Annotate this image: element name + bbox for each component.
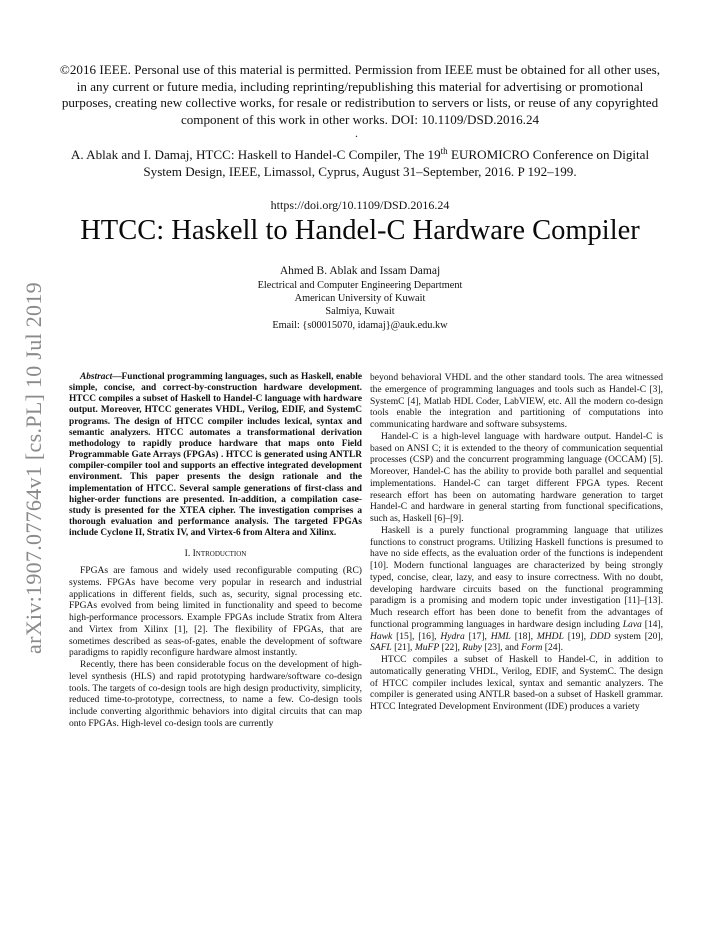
tool-name-hawk: Hawk [370, 630, 393, 642]
haskell-text-f: [19], [563, 630, 590, 642]
haskell-text-j: [23], and [481, 642, 522, 654]
citation-text-end: EUROMICRO Conference on Digital System Design, IEEE, Limassol, Cyprus, August 31–September, 2016. P 192–199. [143, 147, 650, 179]
haskell-text-k: [24]. [542, 642, 564, 654]
abstract-label: Abstract [80, 372, 113, 382]
citation-text-start: A. Ablak and I. Damaj, HTCC: Haskell to Handel-C Compiler, The 19 [70, 147, 441, 162]
tool-name-hml: HML [490, 630, 511, 642]
haskell-text-h: [21], [391, 642, 415, 654]
intro-paragraph-1: FPGAs are famous and widely used reconfigurable computing (RC) systems. FPGAs have become very popular in research and industrial applications in different fields, such as, security, signal processing etc. FPGAs evolved from being limited in functionality and speed to become high-performance processors. Example FPGAs include Stratix from Altera and Virtex from Xilinx [1], [2]. The flexibility of FPGAs, that are sometimes described as seas-of-gates, enable the development of software paradigms to rapidly reconfigure hardware almost instantly. [69, 565, 362, 659]
intro-paragraph-3: beyond behavioral VHDL and the other standard tools. The area witnessed the emergence of programming languages and tools such as Handel-C [3], SystemC [4], Matlab HDL Coder, LabVIEW, etc. All the modern co-design tools enable the integration and partitioning of computations into communicating hardware and software subsystems. [370, 372, 663, 430]
haskell-text-b: [14], [641, 618, 663, 630]
author-email: Email: {s00015070, idamaj}@auk.edu.kw [272, 319, 448, 331]
author-names: Ahmed B. Ablak and Issam Damaj [279, 265, 441, 277]
paper-title: HTCC: Haskell to Handel-C Hardware Compiler [80, 215, 640, 246]
arxiv-identifier: arXiv:1907.07764v1 [cs.PL] 10 Jul 2019 [21, 282, 46, 654]
intro-paragraph-6: HTCC compiles a subset of Haskell to Handel-C, in addition to automatically generating VHDL, Verilog, EDIF, and SystemC. The design of HTCC compiler includes lexical, syntax and semantic analyzers. The compiler is generated using ANTLR based-on a subset of Haskell grammar. HTCC Integrated Development Environment (IDE) produces a variety [370, 654, 663, 712]
right-column [370, 372, 663, 713]
citation-reference [54, 143, 666, 180]
intro-paragraph-5 [370, 525, 663, 654]
tool-name-mhdl: MHDL [536, 630, 564, 642]
section-heading-introduction: I. Introduction [184, 548, 247, 560]
author-block [100, 264, 620, 332]
tool-name-form: Form [521, 642, 543, 654]
author-university: American University of Kuwait [294, 293, 426, 305]
tool-name-safl: SAFL [370, 642, 392, 654]
tool-name-ddd: DDD [589, 630, 611, 642]
haskell-text-c: [15], [16], [392, 630, 441, 642]
separator-dot: . [355, 126, 358, 140]
tool-name-hydra: Hydra [440, 630, 465, 642]
intro-paragraph-4: Handel-C is a high-level language with hardware output. Handel-C is based on ANSI C; it is extended to the theory of communication sequential processes (CSP) and the concurrent programming language (OCCAM) [5]. Moreover, Handel-C has the ability to provide both parallel and sequential implementations. Handel-C can target different FPGA types. Recent research effort has been on automating hardware generation to target Handel-C and hardware in general starting from functional specifications, such as, Haskell [6]–[9]. [370, 430, 663, 524]
arxiv-sidebar-stamp [2, 263, 66, 673]
haskell-text-a: Haskell is a purely functional programming language that utilizes functions to construct programs. Utilizing Haskell functions is presumed to have no side effects, as the evaluation order of the functions is independent [10]. Modern functional languages are characterized by being strongly typed, concise, clear, lazy, and easy to insure correctness. With no doubt, developing hardware circuits based on the functional programming paradigm is a promising and modern topic under investigation [11]–[13]. Much research effort has been done to benefit from the advantages of functional programming languages in hardware design including [370, 524, 663, 630]
author-city: Salmiya, Kuwait [325, 306, 395, 318]
haskell-text-e: [18], [510, 630, 537, 642]
tool-name-ruby: Ruby [462, 642, 482, 654]
doi-link[interactable]: https://doi.org/10.1109/DSD.2016.24 [270, 198, 450, 212]
haskell-text-d: [17], [464, 630, 491, 642]
abstract [69, 372, 362, 539]
citation-superscript: th [440, 146, 448, 156]
haskell-text-i: [22], [439, 642, 463, 654]
haskell-text-g: system [20], [610, 630, 663, 642]
tool-name-lava: Lava [622, 618, 642, 630]
left-column [69, 372, 362, 730]
tool-name-mufp: MuFP [414, 642, 440, 654]
copyright-notice: ©2016 IEEE. Personal use of this material is permitted. Permission from IEEE must be obtained for all other uses, in any current or future media, including reprinting/republishing this material for advertising or promotional purposes, creating new collective works, for resale or redistribution to servers or lists, or reuse of any copyrighted component of this work in other works. DOI: 10.1109/DSD.2016.24 [59, 62, 661, 127]
abstract-text: —Functional programming languages, such as Haskell, enable simple, concise, and correct-by-construction hardware development. HTCC compiles a subset of Haskell to Handel-C language with hardware output. Moreover, HTCC generates VHDL, Verilog, EDIF, and SystemC programs. The design of HTCC compiler includes lexical, syntax and semantic analyzers. HTCC automates a transformational derivation methodology to rapidly produce hardware that maps onto Field Programmable Gate Arrays (FPGAs) . HTCC is generated using ANTLR compiler-compiler tool and supports an effective integrated development environment. This paper presents the design rationale and the implementation of HTCC. Several sample generations of first-class and higher-order functions are presented. In-addition, a compilation case-study is presented for the XTEA cipher. The investigation comprises a thorough evaluation and performance analysis. The targeted FPGAs include Cyclone II, Stratix IV, and Virtex-6 from Altera and Xilinx. [69, 372, 362, 539]
intro-paragraph-2: Recently, there has been considerable focus on the development of high-level synthesis (HLS) and rapid prototyping hardware/software co-design tools. The targets of co-design tools are high design productivity, simplicity, reduced time-to-prototype, correctness, to name a few. Co-design tools include converting algorithmic behaviors into digital circuits that can map onto FPGAs. High-level co-design tools are currently [69, 659, 362, 729]
author-department: Electrical and Computer Engineering Department [257, 280, 463, 291]
